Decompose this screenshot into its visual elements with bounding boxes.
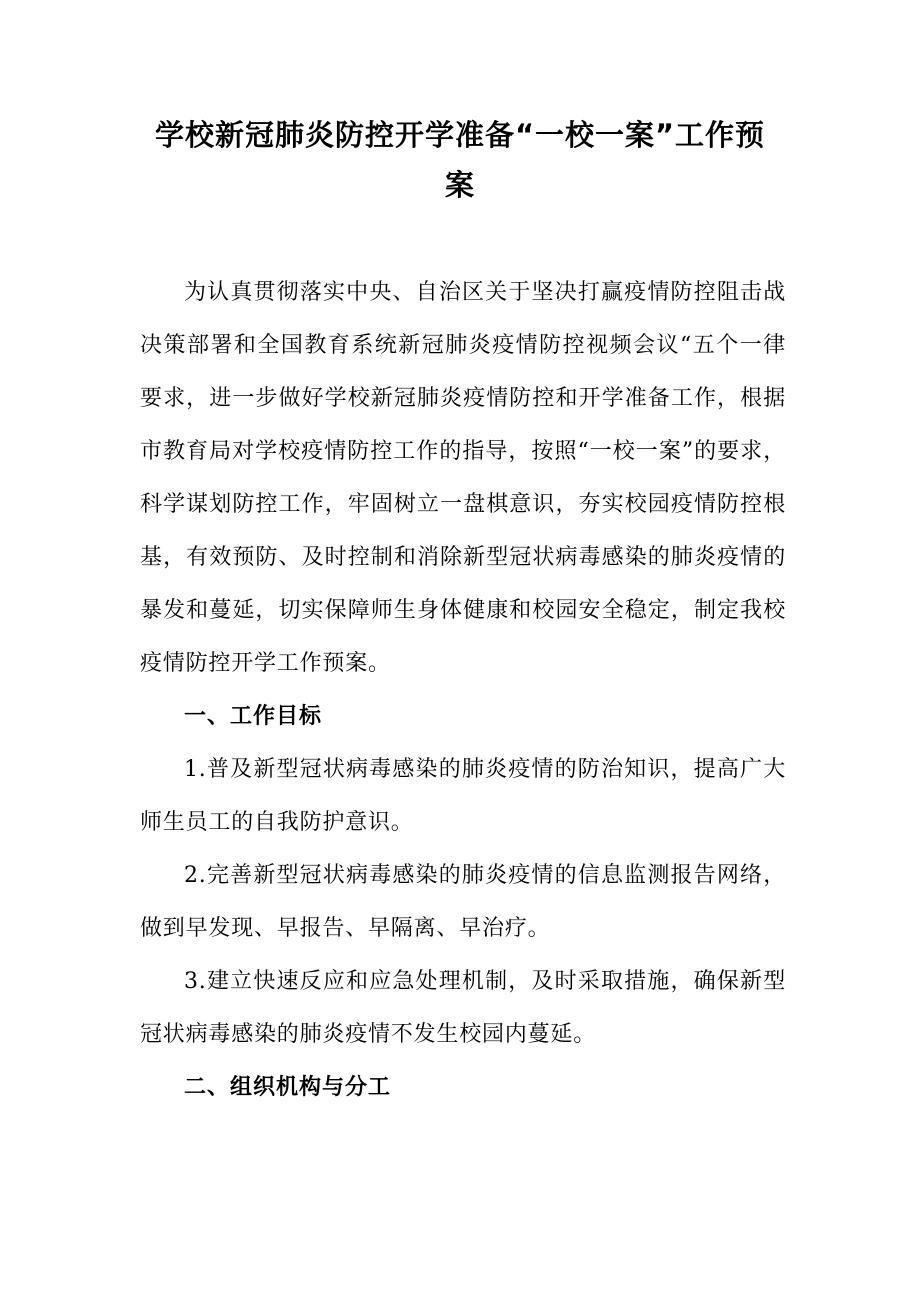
section-heading-goals: 一、工作目标 — [184, 703, 323, 729]
document-body — [140, 266, 786, 1114]
goal-item-2: 2.完善新型冠状病毒感染的肺炎疫情的信息监测报告网络，做到早发现、早报告、早隔离、早治疗。 — [140, 863, 786, 941]
goal-item-3: 3.建立快速反应和应急处理机制，及时采取措施，确保新型冠状病毒感染的肺炎疫情不发生校园内蔓延。 — [140, 969, 786, 1047]
document-title: 学校新冠肺炎防控开学准备“一校一案”工作预案 — [154, 118, 766, 202]
section-heading-organization: 二、组织机构与分工 — [184, 1074, 392, 1100]
goal-item-1: 1.普及新型冠状病毒感染的肺炎疫情的防治知识，提高广大师生员工的自我防护意识。 — [140, 757, 786, 835]
intro-paragraph: 为认真贯彻落实中央、自治区关于坚决打赢疫情防控阻击战决策部署和全国教育系统新冠肺炎疫情防控视频会议“五个一律要求，进一步做好学校新冠肺炎疫情防控和开学准备工作，根据市教育局对学校疫情防控工作的指导，按照“一校一案”的要求，科学谋划防控工作，牢固树立一盘棋意识，夯实校园疫情防控根基，有效预防、及时控制和消除新型冠状病毒感染的肺炎疫情的暴发和蔓延，切实保障师生身体健康和校园安全稳定，制定我校疫情防控开学工作预案。 — [140, 280, 786, 676]
